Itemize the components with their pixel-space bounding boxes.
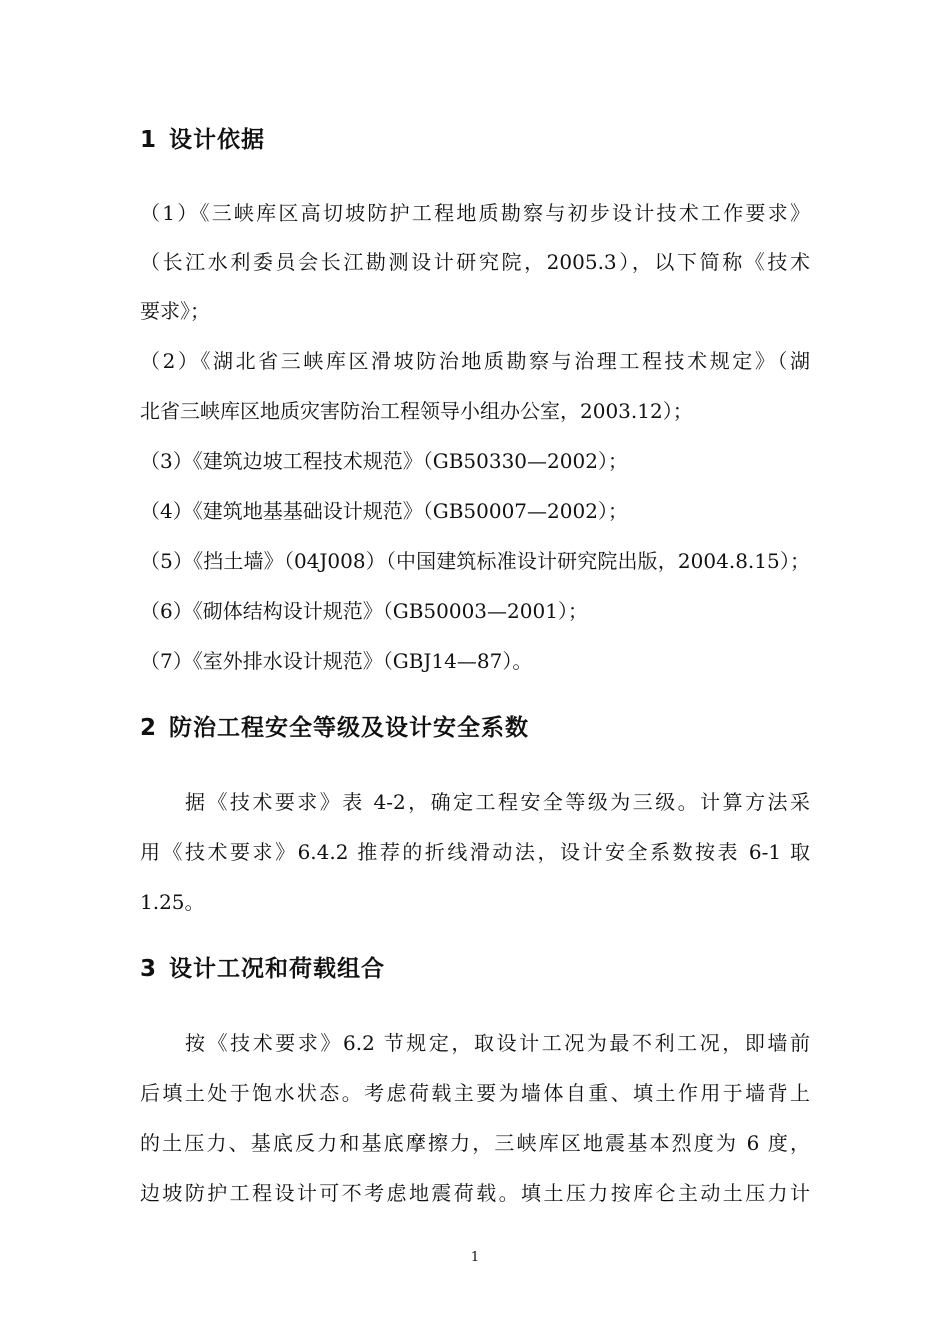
paragraph-line: （3）《建筑边坡工程技术规范》（GB50330—2002）； (140, 449, 628, 473)
paragraph-line: （6）《砌体结构设计规范》（GB50003—2001）； (140, 599, 588, 623)
paragraph-line: 的土压力、基底反力和基底摩擦力，三峡库区地震基本烈度为 6 度， (140, 1131, 810, 1155)
paragraph-line: 北省三峡库区地质灾害防治工程领导小组办公室，2003.12）； (140, 399, 693, 423)
page-number: 1 (470, 1250, 480, 1265)
section-heading-3 (140, 954, 385, 984)
paragraph-line: （7）《室外排水设计规范》（GBJ14—87）。 (140, 649, 533, 673)
section-heading-2 (140, 713, 529, 743)
paragraph-line: 边坡防护工程设计可不考虑地震荷载。填土压力按库仑主动土压力计 (140, 1181, 810, 1205)
paragraph-line: 1.25。 (140, 890, 205, 914)
paragraph-line: （4）《建筑地基基础设计规范》（GB50007—2002）； (140, 499, 628, 523)
paragraph-line: 要求》； (140, 299, 210, 323)
paragraph-line: （5）《挡土墙》（04J008）（中国建筑标准设计研究院出版，2004.8.15）； (140, 549, 810, 573)
section-number: 2 (140, 715, 158, 741)
paragraph-line: 后填土处于饱水状态。考虑荷载主要为墙体自重、填土作用于墙背上 (140, 1081, 810, 1105)
paragraph-line: （2）《湖北省三峡库区滑坡防治地质勘察与治理工程技术规定》（湖 (140, 349, 810, 373)
section-number: 3 (140, 956, 158, 982)
paragraph-line: 用《技术要求》6.4.2 推荐的折线滑动法，设计安全系数按表 6-1 取 (140, 840, 810, 864)
section-title: 防治工程安全等级及设计安全系数 (169, 715, 530, 741)
paragraph-line: （长江水利委员会长江勘测设计研究院，2005.3），以下简称《技术 (140, 250, 810, 274)
paragraph-line: 按《技术要求》6.2 节规定，取设计工况为最不利工况，即墙前 (185, 1031, 810, 1055)
section-heading-1 (140, 125, 265, 155)
paragraph-line: （1）《三峡库区高切坡防护工程地质勘察与初步设计技术工作要求》 (140, 201, 810, 225)
paragraph-line: 据《技术要求》表 4-2，确定工程安全等级为三级。计算方法采 (185, 790, 810, 814)
section-title: 设计依据 (169, 127, 266, 153)
section-title: 设计工况和荷载组合 (169, 956, 386, 982)
section-number: 1 (140, 127, 158, 153)
